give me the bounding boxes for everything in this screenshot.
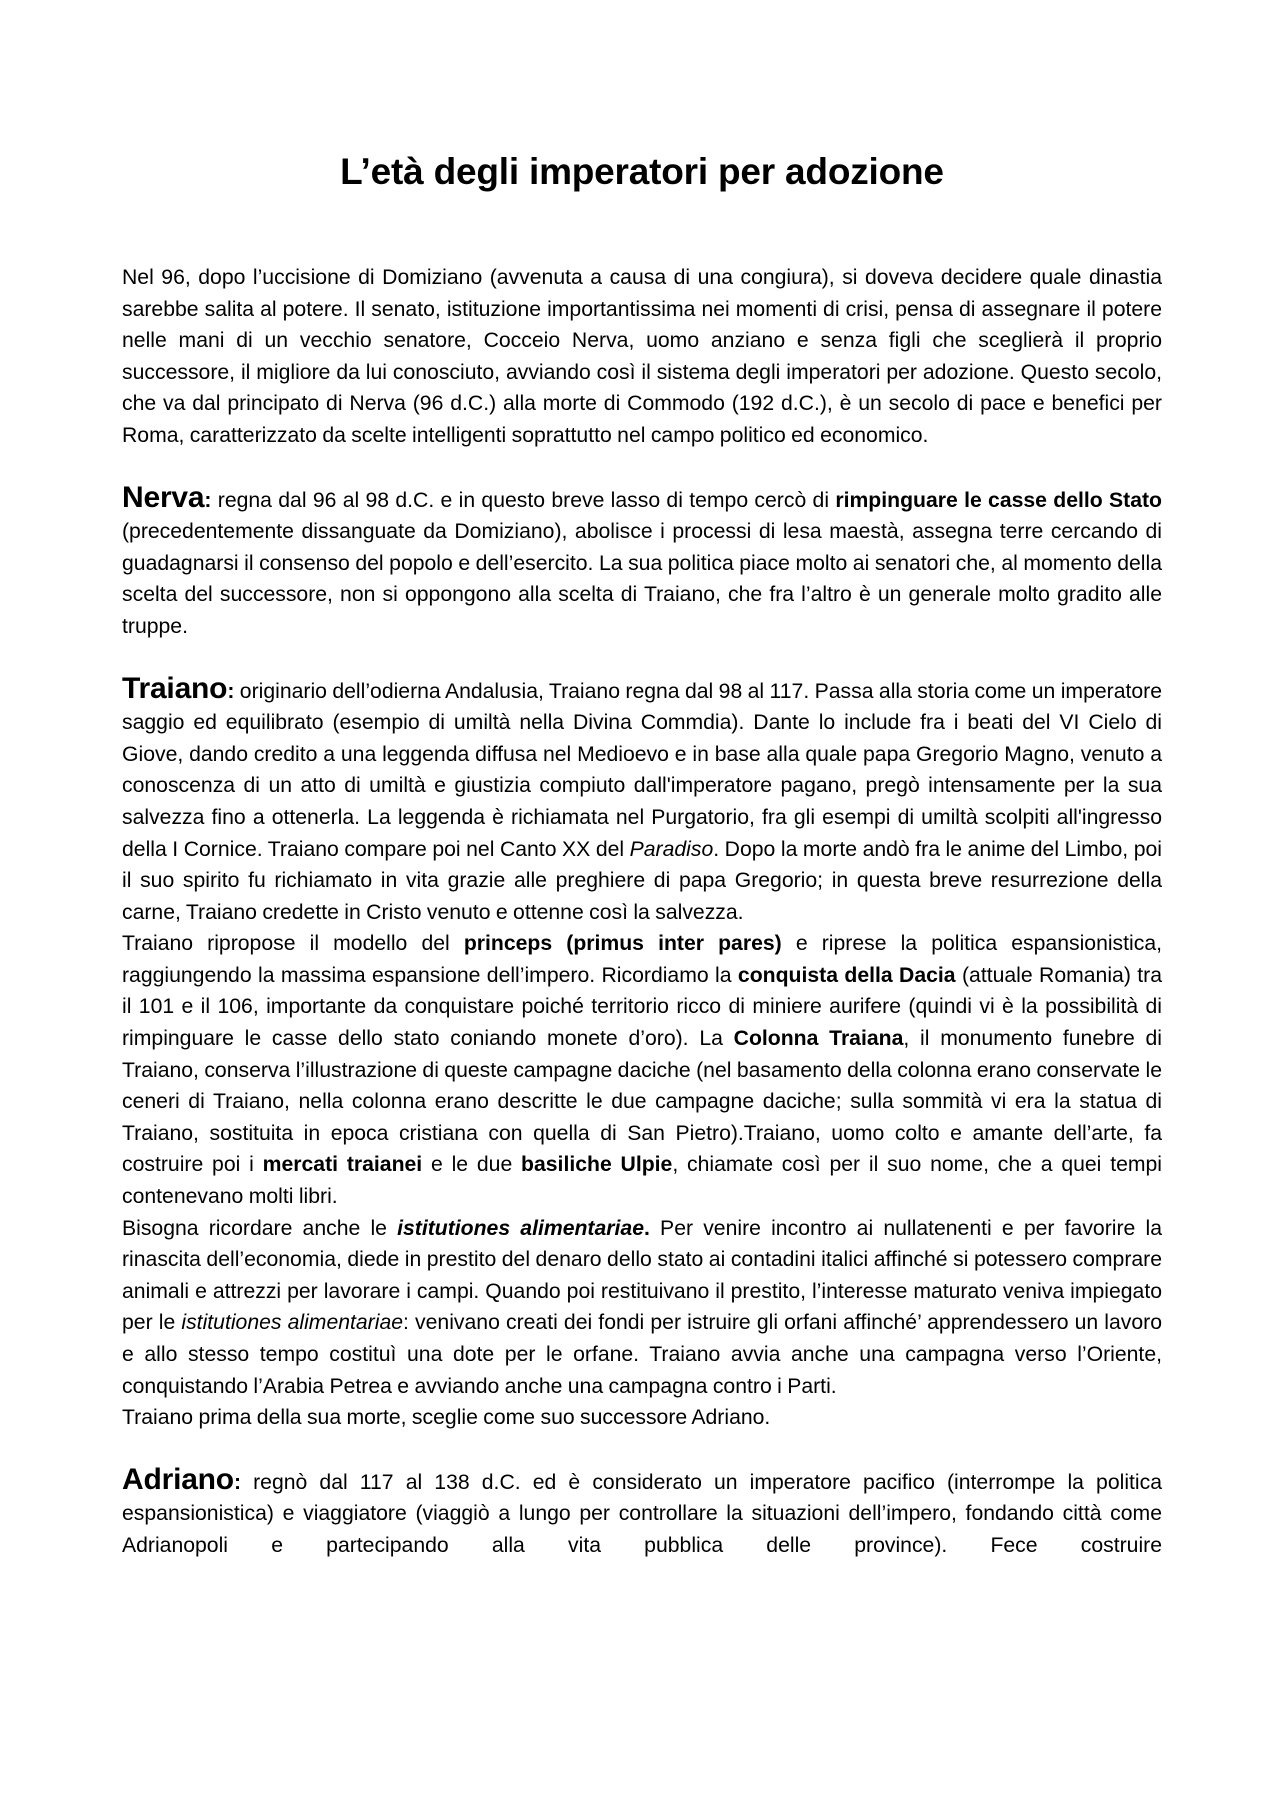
nerva-bold-1: rimpinguare le casse dello Stato <box>835 488 1162 512</box>
nerva-text-1: regna dal 96 al 98 d.C. e in questo breve lasso di tempo cercò di <box>211 488 836 512</box>
adriano-colon: : <box>233 1470 241 1494</box>
traiano-p3-bold-italic-wrap <box>397 1217 650 1240</box>
traiano-p2-text-5: e le due <box>422 1153 522 1177</box>
traiano-p1-text-2: . Dopo la morte andò fra le anime del Limbo, poi il suo spirito fu richiamato in vita grazie alle preghiere di papa Gregorio; in questa breve resurrezione della carne, Traiano credette in Cristo venuto e ottenne così la salvezza. <box>122 837 1162 924</box>
traiano-p2-text-3: (attuale Romania) tra il 101 e il 106, importante da conquistare poiché territorio ricco di miniere aurifere (quindi vi è la possibilità di rimpinguare le casse dello stato coniando monete d’oro). La <box>122 963 1162 1051</box>
traiano-heading: Traiano <box>122 671 228 705</box>
adriano-paragraph <box>122 1464 1162 1562</box>
traiano-p1-italic-1: Paradiso <box>629 837 714 861</box>
traiano-p3-bold-italic-1: istitutiones alimentariae <box>397 1216 644 1240</box>
traiano-p2-text-6: , chiamate così per il suo nome, che a quei tempi contenevano molti libri. <box>122 1153 1162 1209</box>
adriano-heading: Adriano <box>122 1462 234 1496</box>
traiano-paragraph-2 <box>122 928 1162 1212</box>
nerva-heading: Nerva <box>122 480 205 514</box>
traiano-p2-text-1: Traiano ripropose il modello del <box>122 932 464 956</box>
traiano-p2-bold-3: Colonna Traiana <box>733 1027 904 1051</box>
traiano-paragraph-4: Traiano prima della sua morte, sceglie come suo successore Adriano. <box>122 1406 771 1430</box>
traiano-p2-bold-1: princeps (primus inter pares) <box>463 932 782 956</box>
traiano-p2-bold-5: basiliche Ulpie <box>521 1153 673 1177</box>
traiano-colon: : <box>227 679 235 703</box>
traiano-p2-bold-4: mercati traianei <box>262 1153 423 1177</box>
traiano-p3-text-1: Bisogna ricordare anche le <box>122 1216 398 1240</box>
traiano-p3-text-2: Per venire incontro ai nullatenenti e per favorire la rinascita dell’economia, diede in prestito del denaro dello stato ai contadini italici affinché si potessero comprare animali e attrezzi per lavorare i campi. Quando poi restituivano il prestito, l’interesse maturato veniva impiegato per le <box>122 1216 1162 1335</box>
traiano-p2-text-4: , il monumento funebre di Traiano, conserva l’illustrazione di queste campagne daciche (nel basamento della colonna erano conservate le ceneri di Traiano, nella colonna erano descritte le due campagne daciche; sulla sommità vi era la statua di Traiano, sostituita in epoca cristiana con quella di San Pietro).Traiano, uomo colto e amante dell’arte, fa costruire poi i <box>122 1027 1162 1177</box>
nerva-text-2: (precedentemente dissanguate da Domiziano), abolisce i processi di lesa maestà, assegna terre cercando di guadagnarsi il consenso del popolo e dell’esercito. La sua politica piace molto ai senatori che, al momento della scelta del successore, non si oppongono alla scelta di Traiano, che fra l’altro è un generale molto gradito alle truppe. <box>122 520 1162 638</box>
document-body <box>122 262 1162 1562</box>
nerva-paragraph <box>122 482 1162 643</box>
traiano-p1-text-1: originario dell’odierna Andalusia, Traiano regna dal 98 al 117. Passa alla storia come un imperatore saggio ed equilibrato (esempio di umiltà nella Divina Commdia). Dante lo include fra i beati del VI Cielo di Giove, dando credito a una leggenda diffusa nel Medioevo e in base alla quale papa Gregorio Magno, venuto a conoscenza di un atto di umiltà e giustizia compiuto dall'imperatore pagano, pregò intensamente per la sua salvezza fino a ottenerla. La leggenda è richiamata nel Purgatorio, fra gli esempi di umiltà scolpiti all'ingresso della I Cornice. Traiano compare poi nel Canto XX del <box>122 679 1162 861</box>
traiano-p3-bold-dot: . <box>643 1216 650 1240</box>
traiano-p3-text-3: : venivano creati dei fondi per istruire gli orfani affinché’ apprendessero un lavoro e allo stesso tempo costituì una dote per le orfane. Traiano avvia anche una campagna verso l’Oriente, conquistando l’Arabia Petrea e avviando anche una campagna contro i Parti. <box>122 1311 1163 1398</box>
intro-paragraph: Nel 96, dopo l’uccisione di Domiziano (avvenuta a causa di una congiura), si doveva decidere quale dinastia sarebbe salita al potere. Il senato, istituzione importantissima nei momenti di crisi, pensa di assegnare il potere nelle mani di un vecchio senatore, Cocceio Nerva, uomo anziano e senza figli che sceglierà il proprio successore, il migliore da lui conosciuto, avviando così il sistema degli imperatori per adozione. Questo secolo, che va dal principato di Nerva (96 d.C.) alla morte di Commodo (192 d.C.), è un secolo di pace e benefici per Roma, caratterizzato da scelte intelligenti soprattutto nel campo politico ed economico. <box>122 266 1162 447</box>
adriano-text-1: regnò dal 117 al 138 d.C. ed è considerato un imperatore pacifico (interrompe la politica espansionistica) e viaggiatore (viaggiò a lungo per controllare la situazioni dell’impero, fondando città come Adrianopoli e partecipando alla vita pubblica delle province). Fece costruire <box>122 1470 1162 1557</box>
nerva-colon: : <box>204 488 212 512</box>
traiano-p3-italic-1: istitutiones alimentariae <box>181 1311 404 1335</box>
traiano-p2-bold-2: conquista della Dacia <box>737 963 956 987</box>
document-title: L’età degli imperatori per adozione <box>340 151 944 192</box>
traiano-paragraph-3 <box>122 1213 1162 1403</box>
traiano-p2-text-2: e riprese la politica espansionistica, raggiungendo la massima espansione dell’impero. Ricordiamo la <box>122 932 1163 987</box>
traiano-paragraph-1 <box>122 673 1162 929</box>
